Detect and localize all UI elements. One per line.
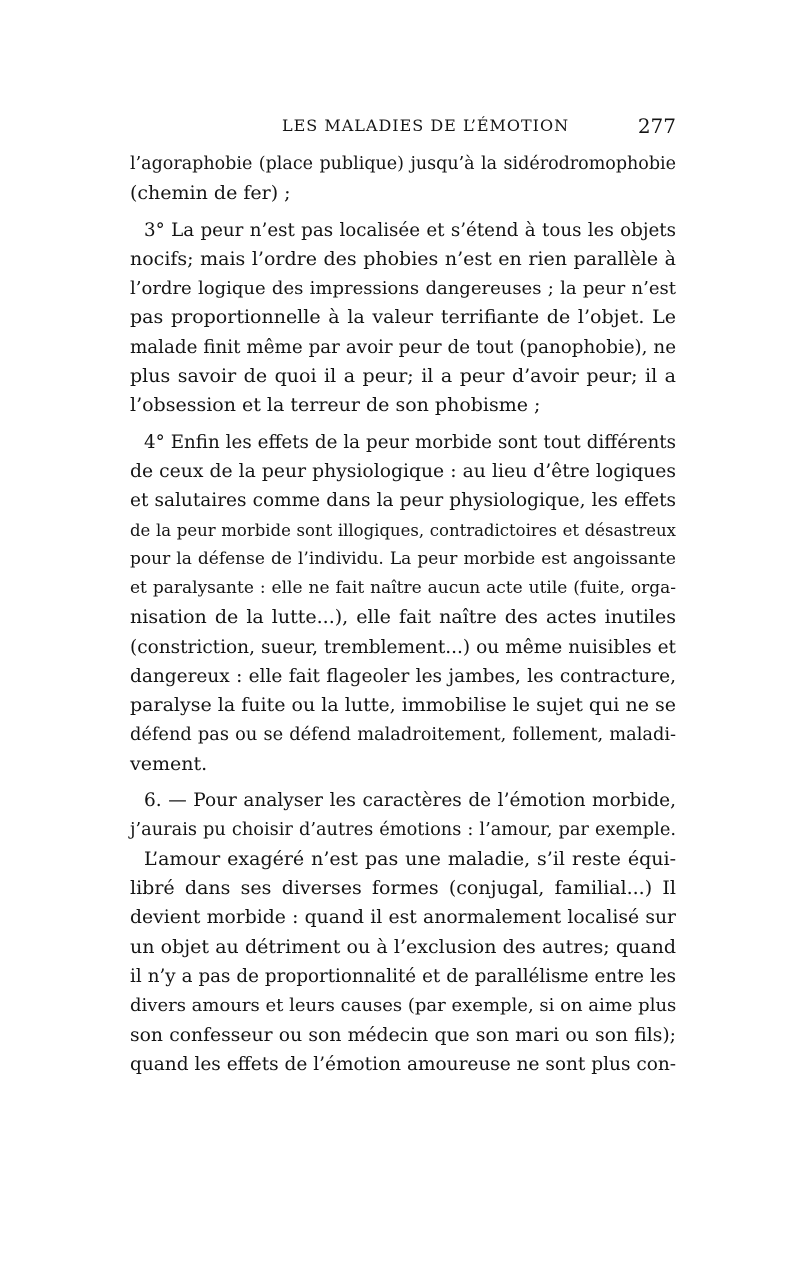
text-line: dangereux : elle fait flageoler les jambes, les contracture, xyxy=(130,666,676,688)
text-line: libré dans ses diverses formes (conjugal, familial...) Il xyxy=(130,877,676,900)
text-line: plus savoir de quoi il a peur; il a peur d’avoir peur; il a xyxy=(130,365,676,388)
text-line: l’agoraphobie (place publique) jusqu’à la sidérodromophobie xyxy=(130,154,676,174)
text-line: et paralysante : elle ne fait naître aucun acte utile (fuite, orga- xyxy=(130,578,676,599)
running-head: LES MALADIES DE L’ÉMOTION xyxy=(282,116,570,135)
text-line: paralyse la fuite ou la lutte, immobilise le sujet qui ne se xyxy=(130,694,676,717)
text-line: quand les effets de l’émotion amoureuse ne sont plus con- xyxy=(130,1053,676,1075)
text-line: L’amour exagéré n’est pas une maladie, s’il reste équi- xyxy=(144,847,676,870)
text-line: l’ordre logique des impressions dangereuses ; la peur n’est xyxy=(130,278,676,300)
text-line: pour la défense de l’individu. La peur morbide est angoissante xyxy=(130,548,676,569)
text-line: 3° La peur n’est pas localisée et s’étend à tous les objets xyxy=(144,219,676,241)
text-line: 4° Enfin les effets de la peur morbide sont tout différents xyxy=(144,431,676,453)
text-line: malade finit même par avoir peur de tout (panophobie), ne xyxy=(130,336,676,358)
text-line: défend pas ou se défend maladroitement, follement, maladi- xyxy=(130,724,676,745)
text-line: son confesseur ou son médecin que son mari ou son fils); xyxy=(130,1024,676,1046)
text-line: de ceux de la peur physiologique : au lieu d’être logiques xyxy=(130,460,676,482)
text-line: de la peur morbide sont illogiques, contradictoires et désastreux xyxy=(130,520,676,540)
text-line: (chemin de fer) ; xyxy=(130,182,291,205)
body-text xyxy=(130,150,676,1079)
text-line: l’obsession et la terreur de son phobisme ; xyxy=(130,394,541,417)
text-line: nisation de la lutte...), elle fait naître des actes inutiles xyxy=(130,606,676,629)
text-line: j’aurais pu choisir d’autres émotions : l’amour, par exemple. xyxy=(130,819,676,840)
text-line: vement. xyxy=(130,752,208,775)
text-line: divers amours et leurs causes (par exemple, si on aime plus xyxy=(130,995,677,1017)
text-line: (constriction, sueur, tremblement...) ou même nuisibles et xyxy=(130,636,676,658)
page-header xyxy=(130,114,676,144)
page-number: 277 xyxy=(637,114,676,138)
text-line: devient morbide : quand il est anormalement localisé sur xyxy=(130,907,676,929)
text-line: nocifs; mais l’ordre des phobies n’est en rien parallèle à xyxy=(130,247,676,270)
text-line: pas proportionnelle à la valeur terrifiante de l’objet. Le xyxy=(130,306,676,329)
text-line: il n’y a pas de proportionnalité et de parallélisme entre les xyxy=(130,966,676,988)
text-line: un objet au détriment ou à l’exclusion des autres; quand xyxy=(130,935,676,958)
text-line: 6. — Pour analyser les caractères de l’émotion morbide, xyxy=(144,790,676,812)
text-line: et salutaires comme dans la peur physiologique, les effets xyxy=(130,490,676,512)
